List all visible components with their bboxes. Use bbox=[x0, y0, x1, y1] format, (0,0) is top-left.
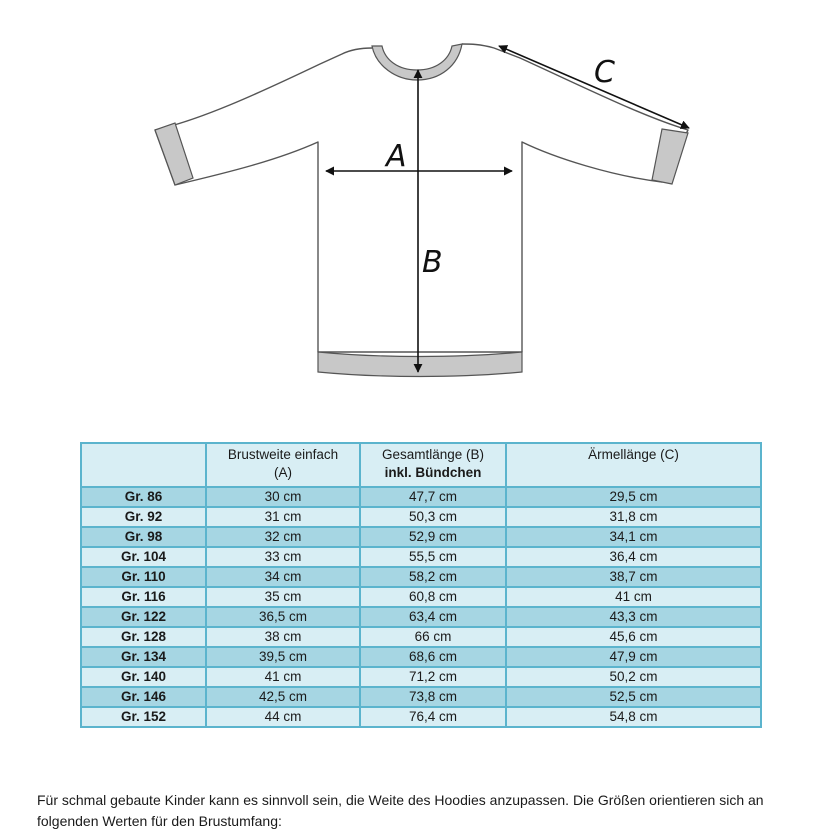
table-header-row bbox=[81, 443, 761, 487]
total-length-cell: 63,4 cm bbox=[360, 607, 506, 627]
sleeve-length-cell: 47,9 cm bbox=[506, 647, 761, 667]
table-row bbox=[81, 607, 761, 627]
chest-width-cell: 34 cm bbox=[206, 567, 360, 587]
size-cell: Gr. 116 bbox=[81, 587, 206, 607]
chest-width-cell: 35 cm bbox=[206, 587, 360, 607]
header-sleeve-length: Ärmellänge (C) bbox=[506, 443, 761, 487]
chest-width-cell: 33 cm bbox=[206, 547, 360, 567]
sleeve-length-cell: 41 cm bbox=[506, 587, 761, 607]
total-length-cell: 71,2 cm bbox=[360, 667, 506, 687]
label-a: A bbox=[386, 139, 407, 174]
chest-width-cell: 41 cm bbox=[206, 667, 360, 687]
table-row bbox=[81, 627, 761, 647]
size-cell: Gr. 86 bbox=[81, 487, 206, 507]
header-length-line2: inkl. Bündchen bbox=[384, 465, 482, 480]
header-length-line1: Gesamtlänge (B) bbox=[381, 447, 485, 462]
table-row bbox=[81, 667, 761, 687]
table-row bbox=[81, 567, 761, 587]
sleeve-length-cell: 43,3 cm bbox=[506, 607, 761, 627]
table-row bbox=[81, 647, 761, 667]
total-length-cell: 55,5 cm bbox=[360, 547, 506, 567]
sweater-measurement-diagram bbox=[140, 40, 700, 385]
size-cell: Gr. 140 bbox=[81, 667, 206, 687]
chest-width-cell: 38 cm bbox=[206, 627, 360, 647]
chest-width-cell: 36,5 cm bbox=[206, 607, 360, 627]
sleeve-length-cell: 34,1 cm bbox=[506, 527, 761, 547]
chest-width-cell: 31 cm bbox=[206, 507, 360, 527]
size-chart-table bbox=[80, 442, 762, 728]
table-row bbox=[81, 707, 761, 727]
header-chest-width bbox=[206, 443, 360, 487]
header-total-length bbox=[360, 443, 506, 487]
chest-width-cell: 32 cm bbox=[206, 527, 360, 547]
size-cell: Gr. 92 bbox=[81, 507, 206, 527]
chest-width-cell: 39,5 cm bbox=[206, 647, 360, 667]
total-length-cell: 68,6 cm bbox=[360, 647, 506, 667]
size-cell: Gr. 122 bbox=[81, 607, 206, 627]
table-row bbox=[81, 687, 761, 707]
sleeve-length-cell: 54,8 cm bbox=[506, 707, 761, 727]
size-cell: Gr. 104 bbox=[81, 547, 206, 567]
note-text: Für schmal gebaute Kinder kann es sinnvoll sein, die Weite des Hoodies anzupassen. Die Größen orientieren sich an folgenden Werten für den Brustumfang: bbox=[37, 792, 764, 829]
chest-width-cell: 42,5 cm bbox=[206, 687, 360, 707]
sleeve-length-cell: 38,7 cm bbox=[506, 567, 761, 587]
size-cell: Gr. 134 bbox=[81, 647, 206, 667]
size-cell: Gr. 128 bbox=[81, 627, 206, 647]
table-row bbox=[81, 547, 761, 567]
table-row bbox=[81, 587, 761, 607]
total-length-cell: 58,2 cm bbox=[360, 567, 506, 587]
label-b: B bbox=[422, 245, 443, 280]
sleeve-length-cell: 29,5 cm bbox=[506, 487, 761, 507]
total-length-cell: 60,8 cm bbox=[360, 587, 506, 607]
total-length-cell: 66 cm bbox=[360, 627, 506, 647]
total-length-cell: 47,7 cm bbox=[360, 487, 506, 507]
table-row bbox=[81, 527, 761, 547]
total-length-cell: 52,9 cm bbox=[360, 527, 506, 547]
chest-width-cell: 44 cm bbox=[206, 707, 360, 727]
total-length-cell: 73,8 cm bbox=[360, 687, 506, 707]
waistband bbox=[318, 352, 522, 377]
sleeve-length-cell: 36,4 cm bbox=[506, 547, 761, 567]
sleeve-length-cell: 31,8 cm bbox=[506, 507, 761, 527]
sweater-outline bbox=[155, 44, 688, 352]
total-length-cell: 76,4 cm bbox=[360, 707, 506, 727]
size-cell: Gr. 110 bbox=[81, 567, 206, 587]
total-length-cell: 50,3 cm bbox=[360, 507, 506, 527]
label-c: C bbox=[594, 55, 615, 90]
size-cell: Gr. 152 bbox=[81, 707, 206, 727]
header-chest-line2: (A) bbox=[274, 465, 292, 480]
header-chest-line1: Brustweite einfach bbox=[227, 447, 339, 462]
sleeve-length-cell: 45,6 cm bbox=[506, 627, 761, 647]
header-size bbox=[81, 443, 206, 487]
table-row bbox=[81, 507, 761, 527]
chest-width-cell: 30 cm bbox=[206, 487, 360, 507]
size-cell: Gr. 146 bbox=[81, 687, 206, 707]
sleeve-length-cell: 50,2 cm bbox=[506, 667, 761, 687]
size-cell: Gr. 98 bbox=[81, 527, 206, 547]
sleeve-length-cell: 52,5 cm bbox=[506, 687, 761, 707]
table-row bbox=[81, 487, 761, 507]
